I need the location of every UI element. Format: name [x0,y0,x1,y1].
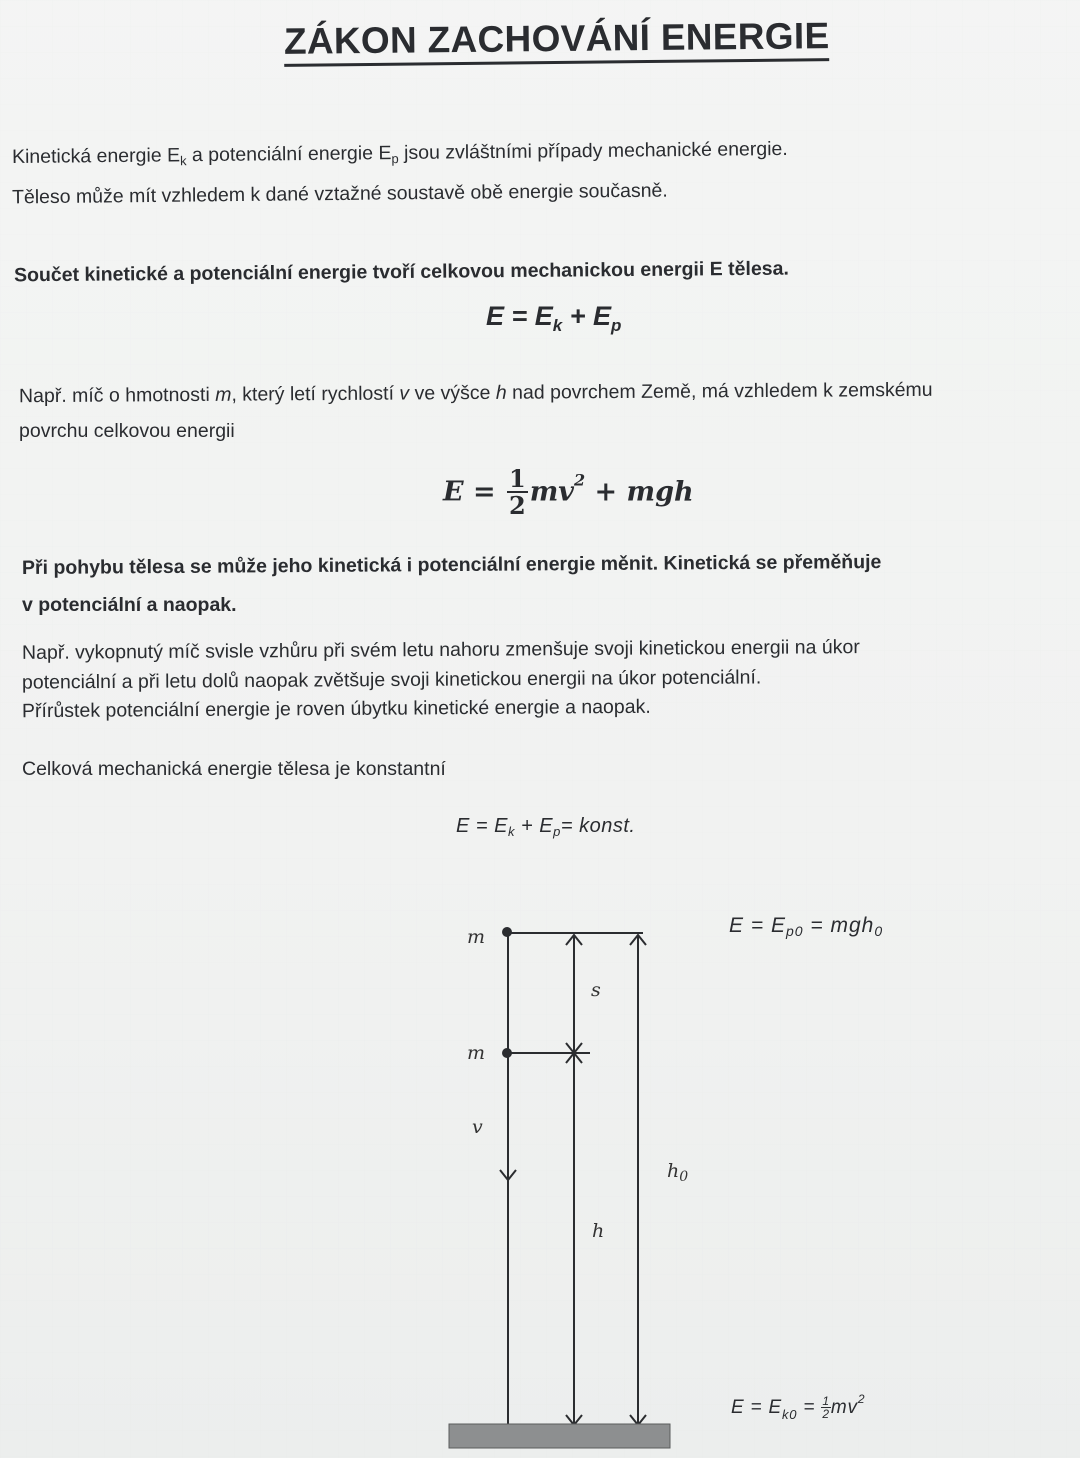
formula-constant: $E = E_k + E_p=$ konst. [456,815,636,839]
page-title: ZÁKON ZACHOVÁNÍ ENERGIE [284,15,830,67]
ground [449,1424,670,1448]
intro-line-1: Kinetická energie $E_k$ a potenciální energie $E_p$ jsou zvláštními případy mechanické energie. [11,137,788,169]
sum-statement: Součet kinetické a potenciální energie tvoří celkovou mechanickou energii E tělesa. [13,257,789,287]
motion-statement-line-1: Při pohybu tělesa se může jeho kinetická i potenciální energie měnit. Kinetická se přeměňuje [21,551,882,579]
ball-top [502,927,512,937]
label-velocity: v [472,1116,483,1138]
constant-statement: Celková mechanická energie tělesa je konstantní [22,758,446,780]
motion-statement-line-2: v potenciální a naopak. [22,594,237,616]
label-m-top: m [467,926,486,948]
example-1-line-1: Např. míč o hmotnosti m, který letí rychlostí v ve výšce h nad povrchem Země, má vzhledem k zemskému [18,378,933,408]
example-2-line-1: Např. vykopnutý míč svisle vzhůru při svém letu nahoru zmenšuje svoji kinetickou energii na úkor [21,636,860,664]
label-m-middle: m [467,1042,486,1064]
example-1-line-2: povrchu celkovou energii [19,420,235,442]
ball-middle [502,1048,512,1058]
example-2-line-3: Přírůstek potenciální energie je roven úbytku kinetické energie a naopak. [21,695,651,723]
label-s: s [591,979,601,1001]
equation-top-potential: E = Ep0 = mgh0 [729,914,884,939]
intro-line-2: Těleso může mít vzhledem k dané vztažné soustavě obě energie současně. [11,179,668,209]
label-h0: $h_0$ [667,1160,689,1185]
formula-ball-energy: E = $\frac{1}{2}$ $mv^2$ + mgh [443,464,694,521]
example-2-line-2: potenciální a při letu dolů naopak zvětšuje svoji kinetickou energii na úkor potenciální. [21,666,762,694]
label-h: h [592,1220,605,1242]
formula-total-energy: $E = E_k + E_p$ [486,301,622,335]
equation-bottom-kinetic: $E = E_{k0}$ = $\frac{1}{2}$ $mv^2$ [731,1392,866,1422]
